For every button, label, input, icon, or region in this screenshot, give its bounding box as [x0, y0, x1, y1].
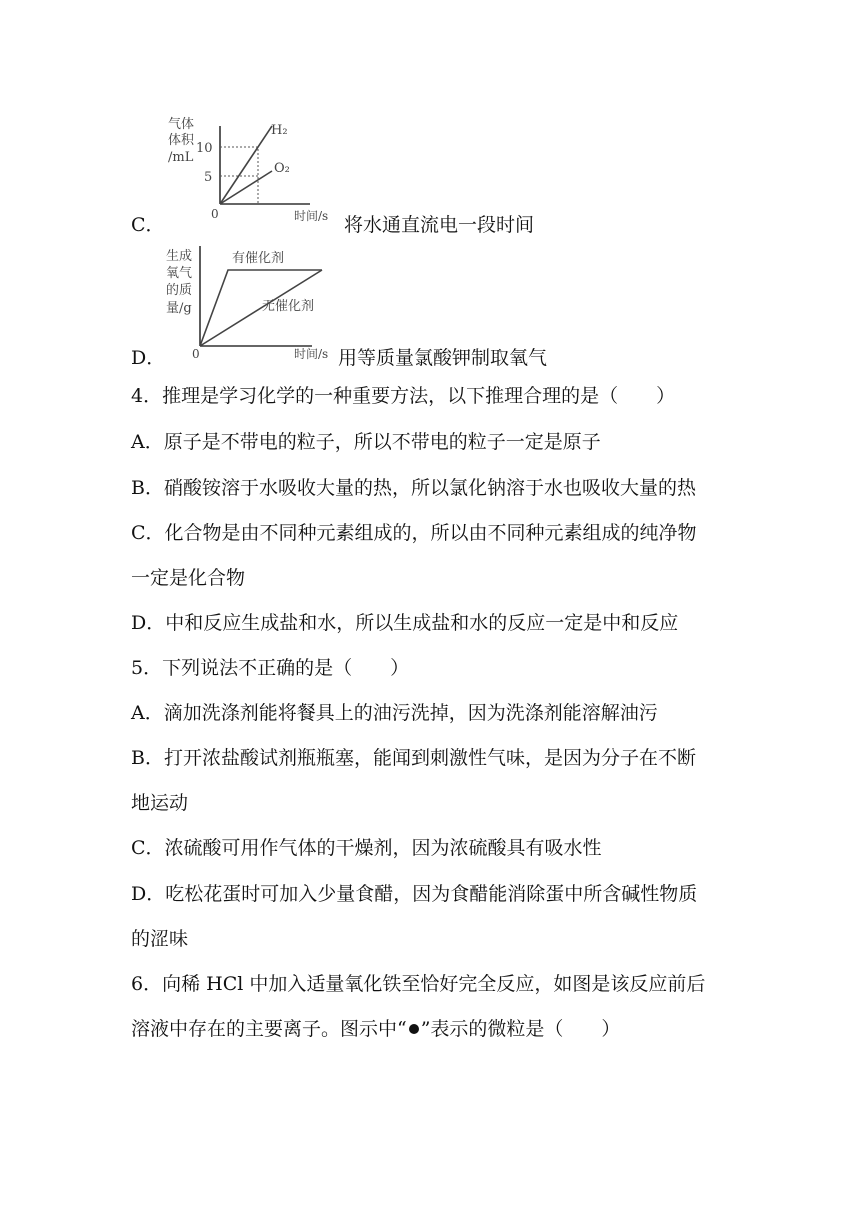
q4-option-a: A．原子是不带电的粒子，所以不带电的粒子一定是原子	[131, 431, 601, 453]
q6-stem-line2	[131, 1017, 620, 1041]
option-c-caption: 将水通直流电一段时间	[344, 214, 535, 236]
origin-label: 0	[192, 347, 200, 361]
q5-option-d-cont: 的涩味	[131, 928, 189, 950]
q5-option-c: C．浓硫酸可用作气体的干燥剂，因为浓硫酸具有吸水性	[131, 837, 602, 859]
option-d-line	[131, 346, 165, 370]
option-d-label: D．	[131, 347, 166, 369]
q5-option-d: D．吃松花蛋时可加入少量食醋，因为食醋能消除蛋中所含碱性物质	[131, 883, 698, 905]
q6-text-post: ”表示的微粒是（ ）	[420, 1018, 621, 1040]
option-c-label: C．	[131, 214, 165, 236]
y-tick-label: 10	[196, 141, 213, 156]
series-label-h2: H₂	[271, 123, 288, 138]
q5-option-b-cont: 地运动	[131, 792, 189, 814]
series-label-o2: O₂	[274, 161, 290, 176]
y-axis-label-line: 量/g	[166, 301, 192, 316]
series-line-h2	[220, 126, 272, 204]
y-axis-label-line: 生成	[166, 249, 193, 264]
option-d-caption: 用等质量氯酸钾制取氧气	[338, 347, 548, 369]
q6-stem-line1: 6．向稀 HCl 中加入适量氧化铁至恰好完全反应，如图是该反应前后	[131, 973, 706, 995]
q5-option-b: B．打开浓盐酸试剂瓶瓶塞，能闻到刺激性气味，是因为分子在不断	[131, 747, 696, 769]
q5-stem: 5．下列说法不正确的是（ ）	[131, 657, 410, 679]
q4-option-c-cont: 一定是化合物	[131, 567, 246, 589]
x-axis-label: 时间/s	[294, 347, 329, 361]
option-c-line	[131, 213, 165, 237]
series-label-without-catalyst: 无催化剂	[262, 299, 315, 314]
y-axis-label-line: 气体	[168, 117, 195, 132]
origin-label: 0	[211, 207, 219, 221]
catalyst-chart	[162, 242, 350, 362]
q4-option-c: C．化合物是由不同种元素组成的，所以由不同种元素组成的纯净物	[131, 522, 697, 544]
electrolysis-chart	[160, 112, 350, 222]
q6-text-pre: 溶液中存在的主要离子。图示中“	[131, 1018, 407, 1040]
q4-option-d: D．中和反应生成盐和水，所以生成盐和水的反应一定是中和反应	[131, 612, 679, 634]
filled-dot-icon	[409, 1024, 419, 1034]
y-axis-label-line: 的质	[166, 283, 193, 298]
q4-stem: 4．推理是学习化学的一种重要方法，以下推理合理的是（ ）	[131, 385, 676, 407]
q4-option-b: B．硝酸铵溶于水吸收大量的热，所以氯化钠溶于水也吸收大量的热	[131, 477, 696, 499]
y-axis-label-line: 氧气	[166, 266, 193, 281]
y-axis-label-line: /mL	[168, 150, 194, 165]
y-axis-label-line: 体积	[168, 133, 195, 148]
y-tick-label: 5	[204, 170, 213, 185]
series-label-with-catalyst: 有催化剂	[232, 251, 285, 266]
q5-option-a: A．滴加洗涤剂能将餐具上的油污洗掉，因为洗涤剂能溶解油污	[131, 702, 658, 724]
x-axis-label: 时间/s	[294, 209, 329, 222]
